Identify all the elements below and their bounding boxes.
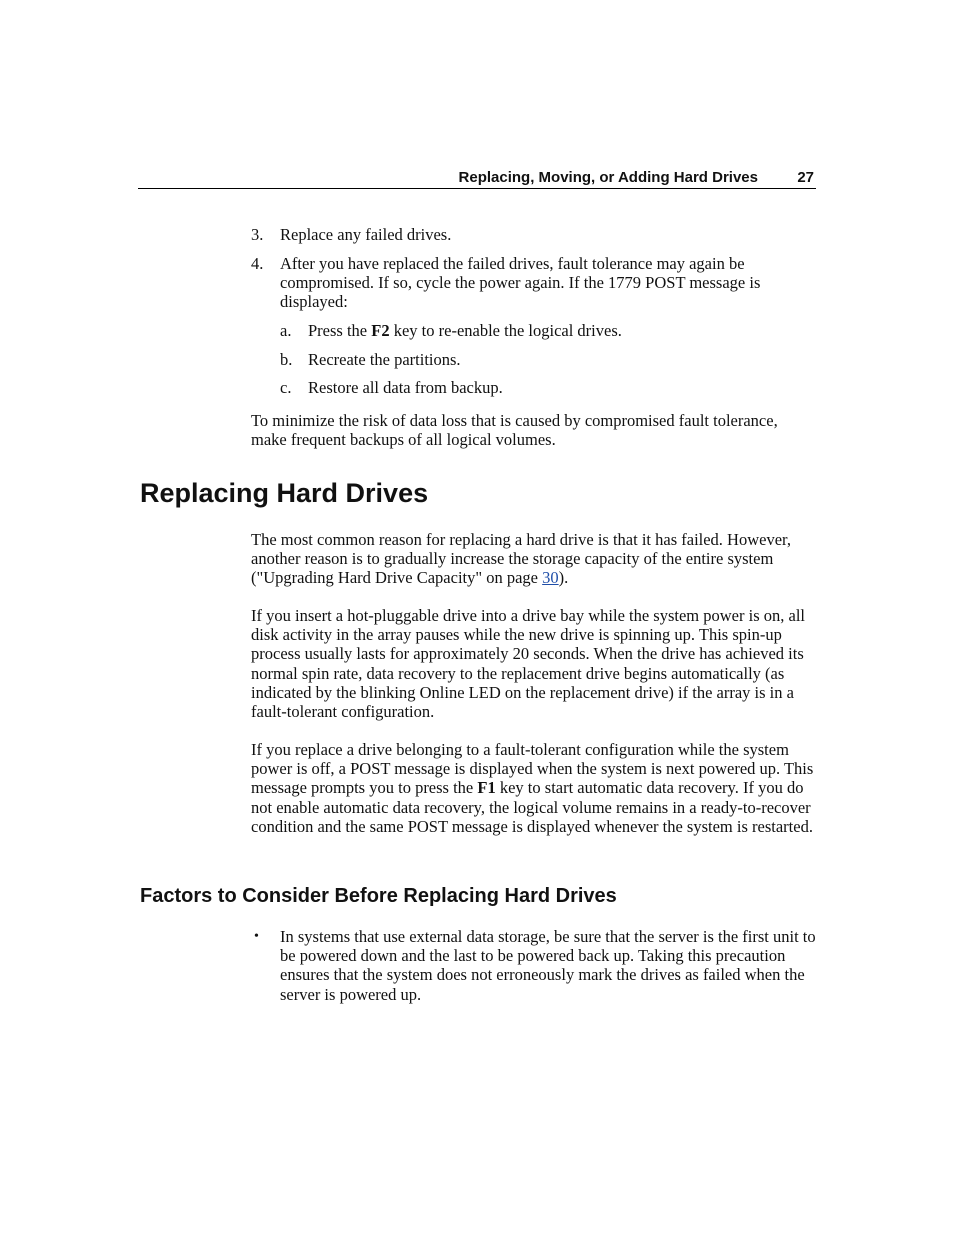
step-text: Replace any failed drives.	[280, 225, 452, 244]
header-title: Replacing, Moving, or Adding Hard Drives	[458, 169, 758, 186]
page-link[interactable]: 30	[542, 568, 559, 588]
step-item	[251, 225, 816, 244]
substep-item	[280, 378, 820, 397]
bullet-glyph: •	[254, 929, 259, 944]
body-paragraph: If you replace a drive belonging to a fault-tolerant configuration while the system power is off, a POST message is displayed when the system is next powered up. This message prompts you to press the F1 key to start automatic data recovery. If you do not enable automatic data recovery, the logical volume remains in a ready-to-recover condition and the same POST message is displayed whenever the system is restarted.	[251, 740, 814, 836]
body-paragraph: The most common reason for replacing a hard drive is that it has failed. However, another reason is to gradually increase the storage capacity of the entire system ("Upgrading Hard Drive Capacity" on page 30).	[251, 530, 791, 588]
body-paragraph: To minimize the risk of data loss that is caused by compromised fault tolerance, make frequent backups of all logical volumes.	[251, 411, 778, 450]
substep-letter: c.	[280, 378, 292, 397]
substep-text: Press the F2 key to re-enable the logical drives.	[308, 321, 622, 340]
key-name: F1	[477, 778, 496, 798]
substep-letter: a.	[280, 321, 292, 340]
page-number: 27	[797, 169, 814, 186]
step-item	[251, 254, 816, 312]
substep-item	[280, 321, 820, 340]
body-paragraph: If you insert a hot-pluggable drive into a drive bay while the system power is on, all disk activity in the array pauses while the new drive is spinning up. This spin-up process usually lasts for approximately 20 seconds. When the drive has achieved its normal spin rate, data recovery to the replacement drive begins automatically (as indicated by the blinking Online LED on the replacement drive) if the array is in a fault-tolerant configuration.	[251, 606, 805, 722]
step-number: 4.	[251, 254, 264, 273]
substep-letter: b.	[280, 350, 293, 369]
running-header	[138, 168, 816, 189]
substep-text: Recreate the partitions.	[308, 350, 461, 369]
substep-item	[280, 350, 820, 369]
substep-text: Restore all data from backup.	[308, 378, 503, 397]
step-number: 3.	[251, 225, 264, 244]
bullet-text: In systems that use external data storage, be sure that the server is the first unit to be powered down and the last to be powered back up. Taking this precaution ensures that the system does not erroneously mark the drives as failed when the server is powered up.	[280, 927, 816, 1004]
section-heading: Replacing Hard Drives	[140, 478, 429, 508]
subsection-heading: Factors to Consider Before Replacing Hard Drives	[140, 885, 617, 907]
bullet-item	[251, 927, 816, 1004]
step-text: After you have replaced the failed drives, fault tolerance may again be compromised. If so, cycle the power again. If the 1779 POST message is displayed:	[280, 254, 761, 312]
key-name: F2	[371, 321, 390, 340]
